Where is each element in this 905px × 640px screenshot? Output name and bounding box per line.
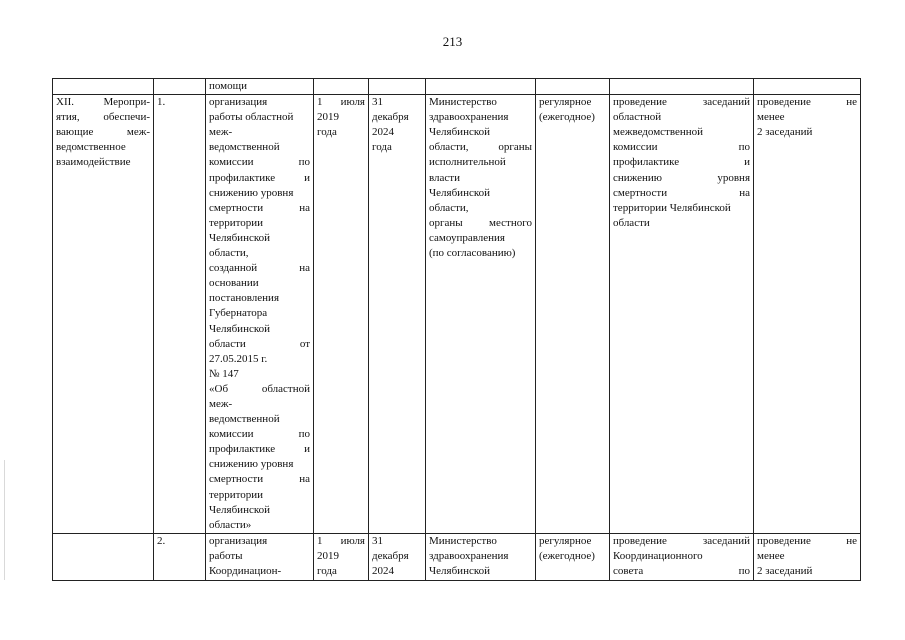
text-line: Министерство [429, 96, 497, 109]
text-line: смертности на [613, 186, 750, 199]
cell-result [610, 95, 754, 534]
measures-table [52, 78, 861, 581]
table-row [53, 533, 861, 580]
text-line: исполнительной [429, 156, 506, 169]
table-row [53, 95, 861, 534]
text-line: области» [209, 518, 252, 531]
text-line: ведомственной [209, 141, 280, 154]
text-line: проведение заседаний [613, 534, 750, 547]
text-line: Координационного [613, 549, 703, 562]
text-line: Губернатора [209, 307, 268, 320]
continuation-row [53, 79, 861, 95]
cell-number [154, 79, 206, 95]
text-line: года [372, 141, 392, 154]
text-line: областной [613, 111, 662, 124]
text-line: работы [209, 549, 243, 562]
text-line: территории [209, 216, 264, 229]
text-line: самоуправления [429, 231, 505, 244]
text-line: проведение заседаний [613, 96, 750, 109]
text-line: основании [209, 277, 259, 290]
cell-number [154, 95, 206, 534]
text-line: работы областной [209, 111, 294, 124]
text-line: области, [209, 247, 249, 260]
cell-start [314, 79, 369, 95]
scan-edge-mark [4, 460, 5, 580]
text-line: проведение не [757, 96, 857, 109]
text-line: Челябинской [429, 565, 491, 577]
cell-executor [426, 79, 536, 95]
text-line: XII. Меропри- [56, 96, 150, 109]
cell-start [314, 95, 369, 534]
text-line: Челябинской [209, 231, 271, 244]
text-line: комиссии по [209, 156, 310, 169]
text-line: снижению уровня [613, 171, 750, 184]
text-line: территории Челябинской [613, 201, 731, 214]
text-line: профилактике и [613, 156, 750, 169]
text-line: снижению уровня [209, 186, 294, 199]
text-line: ведомственное [56, 141, 126, 154]
text-line: 31 [372, 534, 383, 547]
text-line: организация [209, 534, 268, 547]
text-line: организация [209, 96, 268, 109]
text-line: ведомственной [209, 413, 280, 426]
text-line: декабря [372, 111, 409, 124]
cell-executor [426, 95, 536, 534]
page-number: 213 [442, 34, 463, 49]
text-line: комиссии по [613, 141, 750, 154]
text-line: области, [429, 201, 469, 214]
text-line: здравоохранения [429, 549, 509, 562]
cell-frequency [536, 533, 610, 580]
text-line: Челябинской [429, 186, 491, 199]
text-line: декабря [372, 549, 409, 562]
text-line: 1. [157, 96, 166, 109]
text-line: 1 июля [317, 96, 365, 109]
text-line: территории [209, 488, 264, 501]
cell-measure [206, 95, 314, 534]
text-line: органы местного [429, 216, 532, 229]
text-line: менее [757, 111, 785, 124]
text-line: 2 заседаний [757, 126, 813, 139]
cell-section [53, 95, 154, 534]
cell-measure [206, 79, 314, 95]
text-line: 2024 [372, 565, 394, 577]
cell-measure [206, 533, 314, 580]
cell-end [369, 79, 426, 95]
text-line: Челябинской [209, 322, 271, 335]
text-line: менее [757, 549, 785, 562]
text-line: 27.05.2015 г. [209, 352, 268, 365]
text-line: Челябинской [209, 503, 271, 516]
text-line: комиссии по [209, 428, 310, 441]
text-line: постановления [209, 292, 280, 305]
text-line: № 147 [209, 367, 239, 380]
text-line: 2024 [372, 126, 394, 139]
cell-result [610, 79, 754, 95]
cell-start [314, 533, 369, 580]
text-line: (по согласованию) [429, 247, 516, 260]
text-line: 2 заседаний [757, 565, 813, 577]
cell-end [369, 95, 426, 534]
text-line: регулярное [539, 534, 592, 547]
text-line: области от [209, 337, 310, 350]
cell-indicator [754, 79, 861, 95]
cell-section [53, 79, 154, 95]
text-line: 2019 [317, 549, 339, 562]
text-line: снижению уровня [209, 458, 294, 471]
text-line: области, органы [429, 141, 532, 154]
text-line: взаимодействие [56, 156, 131, 169]
text-line: смертности на [209, 201, 310, 214]
text-line: года [317, 126, 337, 139]
text-line: регулярное [539, 96, 592, 109]
text-line: Координацион- [209, 565, 282, 577]
cell-section [53, 533, 154, 580]
text-line: 1 июля [317, 534, 365, 547]
text-line: совета по [613, 565, 750, 577]
text-line: года [317, 565, 337, 577]
text-line: 31 [372, 96, 383, 109]
text-line: 2019 [317, 111, 339, 124]
cell-indicator [754, 95, 861, 534]
cell-end [369, 533, 426, 580]
text-line: «Об областной [209, 382, 310, 395]
text-line: Челябинской [429, 126, 491, 139]
text-line: области [613, 216, 650, 229]
text-line: (ежегодное) [539, 111, 595, 124]
text-line: меж- [209, 397, 233, 410]
cell-frequency [536, 95, 610, 534]
cell-indicator [754, 533, 861, 580]
text-line: смертности на [209, 473, 310, 486]
text-line: (ежегодное) [539, 549, 595, 562]
cell-frequency [536, 79, 610, 95]
text-line: межведомственной [613, 126, 704, 139]
text-line: вающие меж- [56, 126, 150, 139]
text-line: профилактике и [209, 171, 310, 184]
text-line: 2. [157, 534, 166, 547]
text-line: профилактике и [209, 443, 310, 456]
text-line: здравоохранения [429, 111, 509, 124]
text-line: созданной на [209, 262, 310, 275]
text-line: ятия, обеспечи- [56, 111, 150, 124]
text-line: меж- [209, 126, 233, 139]
text-line: Министерство [429, 534, 497, 547]
text-line: власти [429, 171, 460, 184]
text-line: помощи [209, 80, 247, 92]
cell-number [154, 533, 206, 580]
text-line: проведение не [757, 534, 857, 547]
cell-result [610, 533, 754, 580]
cell-executor [426, 533, 536, 580]
